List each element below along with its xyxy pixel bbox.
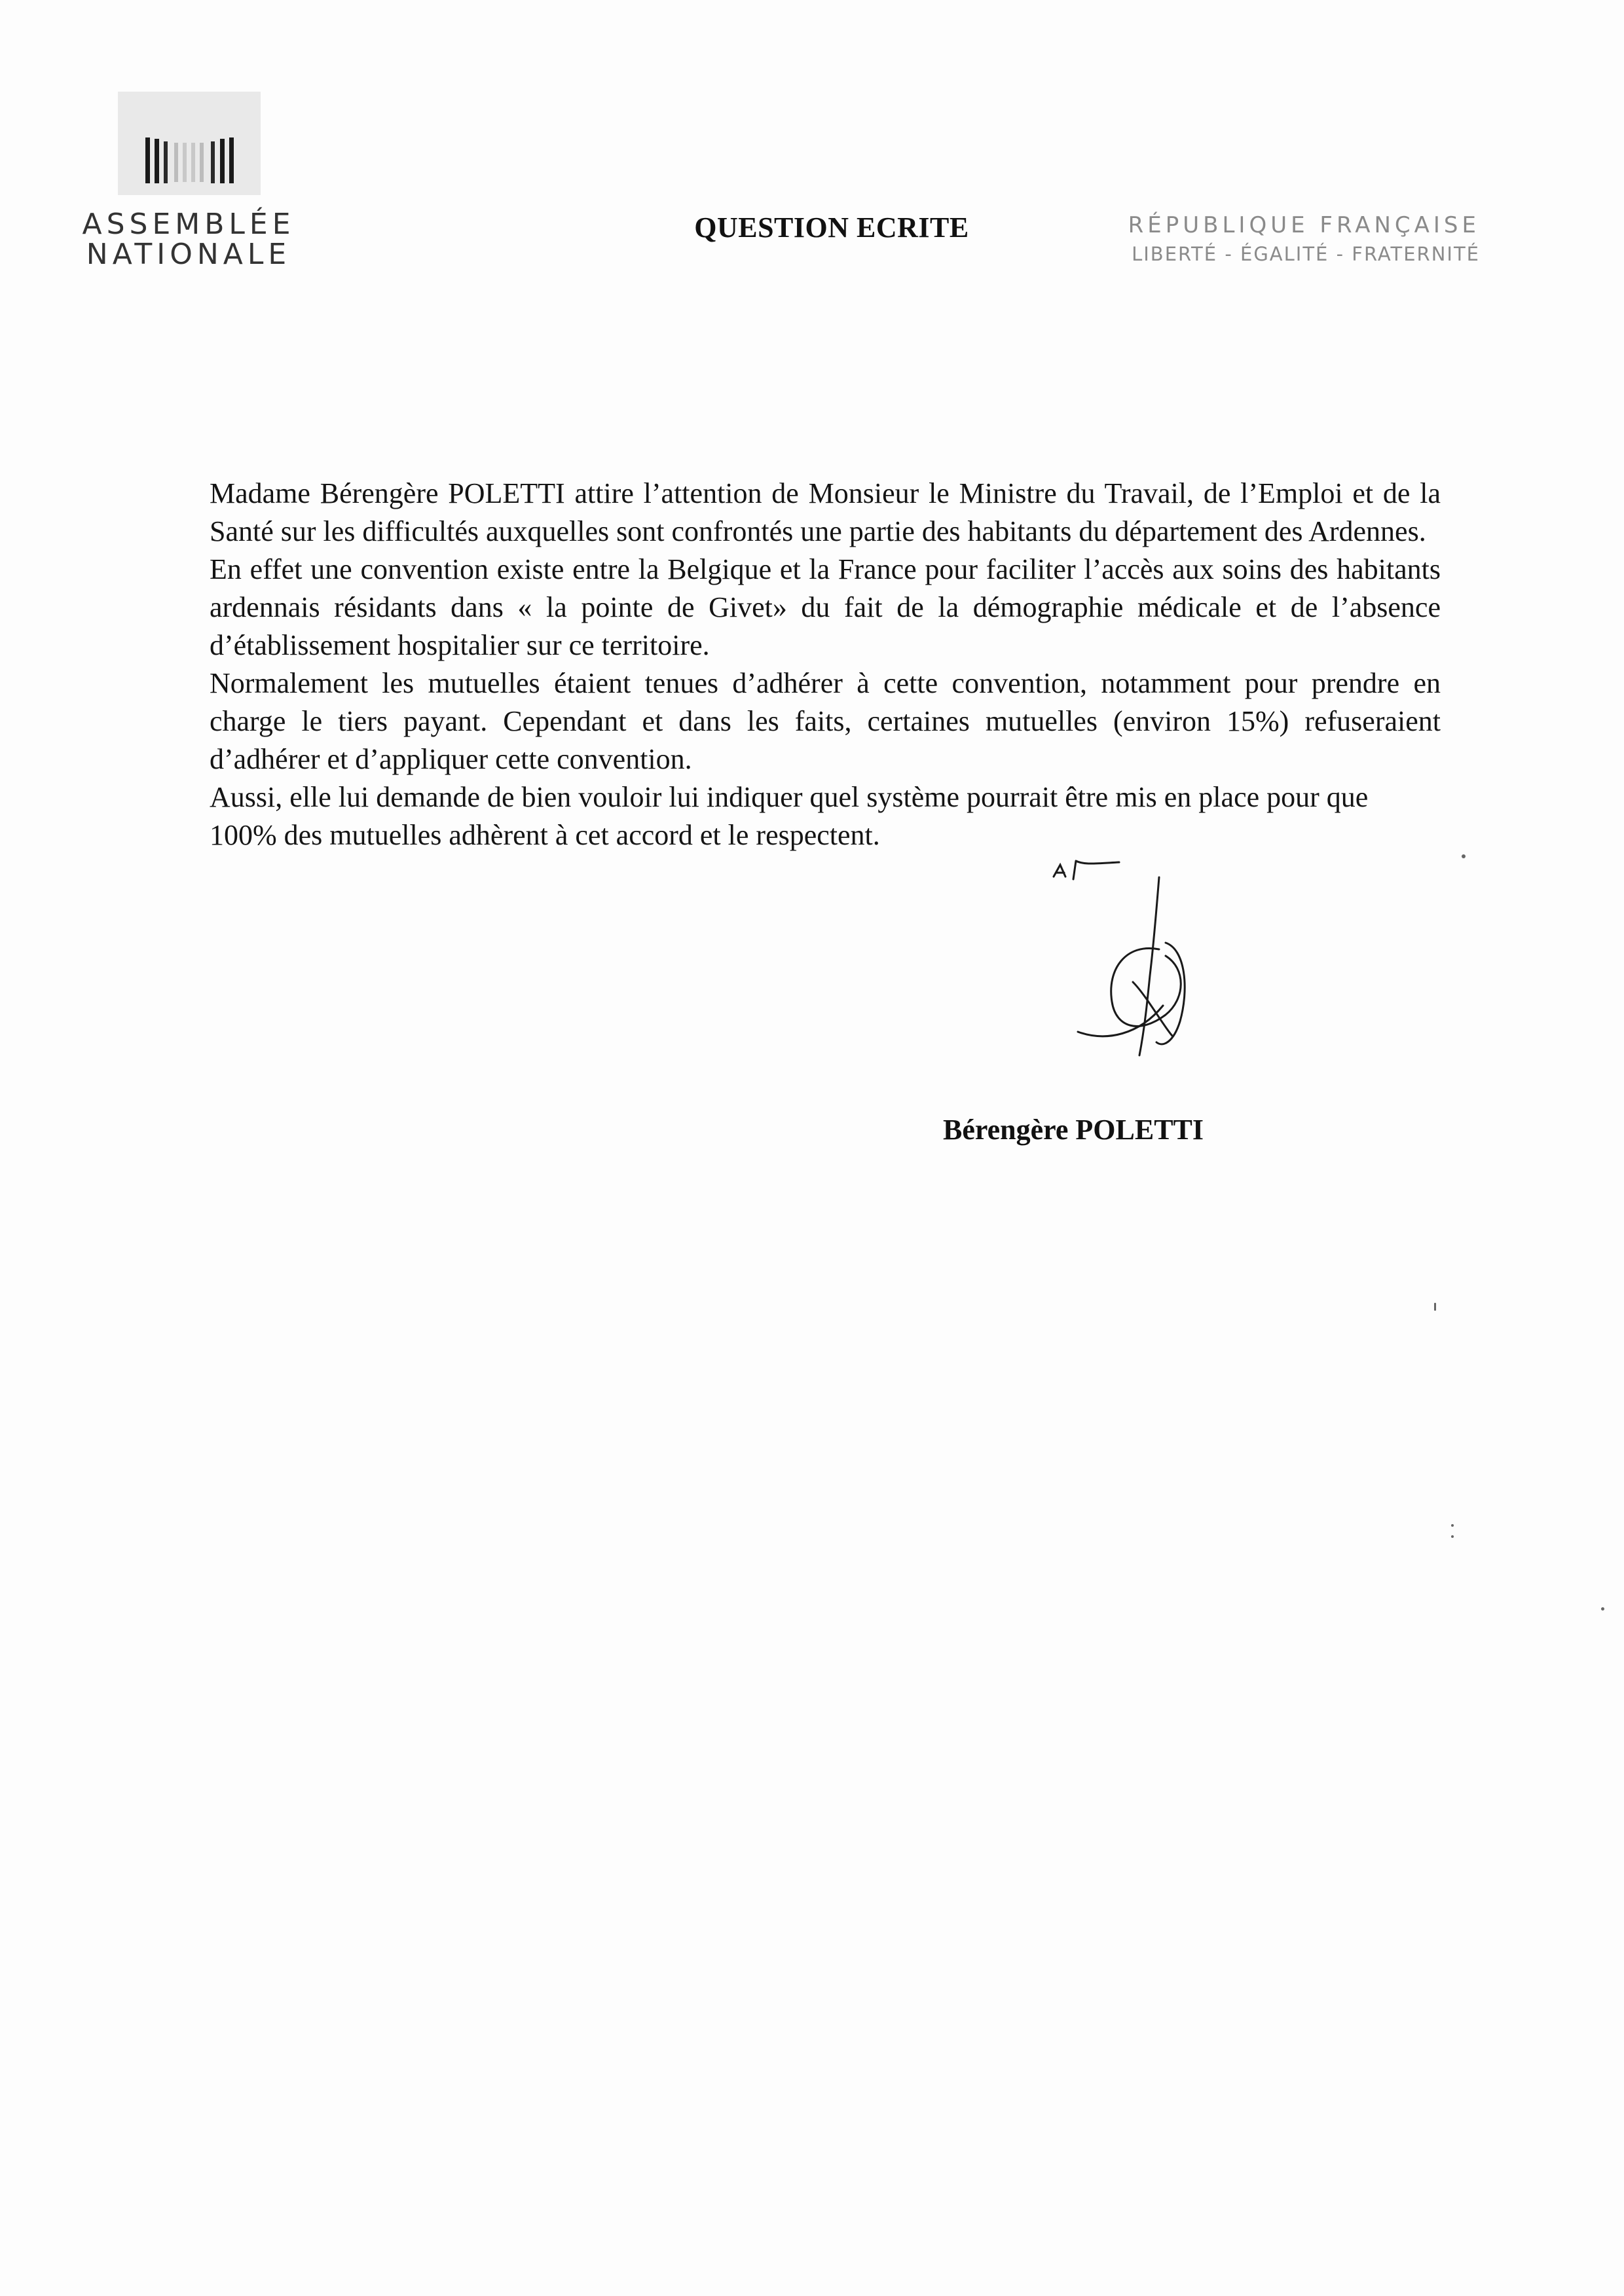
body-paragraph-3: Normalement les mutuelles étaient tenues d’adhérer à cette convention, notamment pour prendre en charge le tiers payant. Cependant et dans les faits, certaines mutuelles (environ 15%) refuseraient d’adhérer et d’appliquer cette convention. — [210, 667, 1441, 775]
institution-line-2: NATIONALE — [86, 238, 291, 271]
motto-line: LIBERTÉ - ÉGALITÉ - FRATERNITÉ — [1132, 243, 1480, 265]
scan-speck — [1434, 1303, 1436, 1311]
question-body — [210, 475, 1441, 854]
institution-name — [77, 210, 300, 270]
signer-name: Bérengère POLETTI — [943, 1114, 1204, 1146]
scan-speck — [1451, 1535, 1454, 1538]
body-paragraph-1: Madame Bérengère POLETTI attire l’attention de Monsieur le Ministre du Travail, de l’Emploi et de la Santé sur les difficultés auxquelles sont confrontés une partie des habitants du département des Ardennes. — [210, 477, 1441, 547]
body-paragraph-4: Aussi, elle lui demande de bien vouloir lui indiquer quel système pourrait être mis en place pour que 100% des mutuelles adhèrent à cet accord et le respectent. — [210, 781, 1369, 851]
assemblee-nationale-logo — [77, 92, 300, 282]
hemicycle-columns-icon — [118, 92, 261, 195]
scan-speck — [1601, 1607, 1604, 1611]
institution-line-1: ASSEMBLÉE — [82, 208, 295, 241]
scan-speck — [1462, 854, 1466, 858]
body-paragraph-2: En effet une convention existe entre la Belgique et la France pour faciliter l’accès aux soins des habitants ardennais résidants dans « la pointe de Givet» du fait de la démographie médicale et de l’absence d’établissement hospitalier sur ce territoire. — [210, 553, 1441, 661]
republique-francaise-heading — [1061, 211, 1480, 268]
handwritten-signature — [1035, 871, 1244, 1067]
republique-line: RÉPUBLIQUE FRANÇAISE — [1128, 212, 1480, 238]
document-title: QUESTION ECRITE — [694, 211, 969, 244]
scan-speck — [1451, 1524, 1454, 1527]
